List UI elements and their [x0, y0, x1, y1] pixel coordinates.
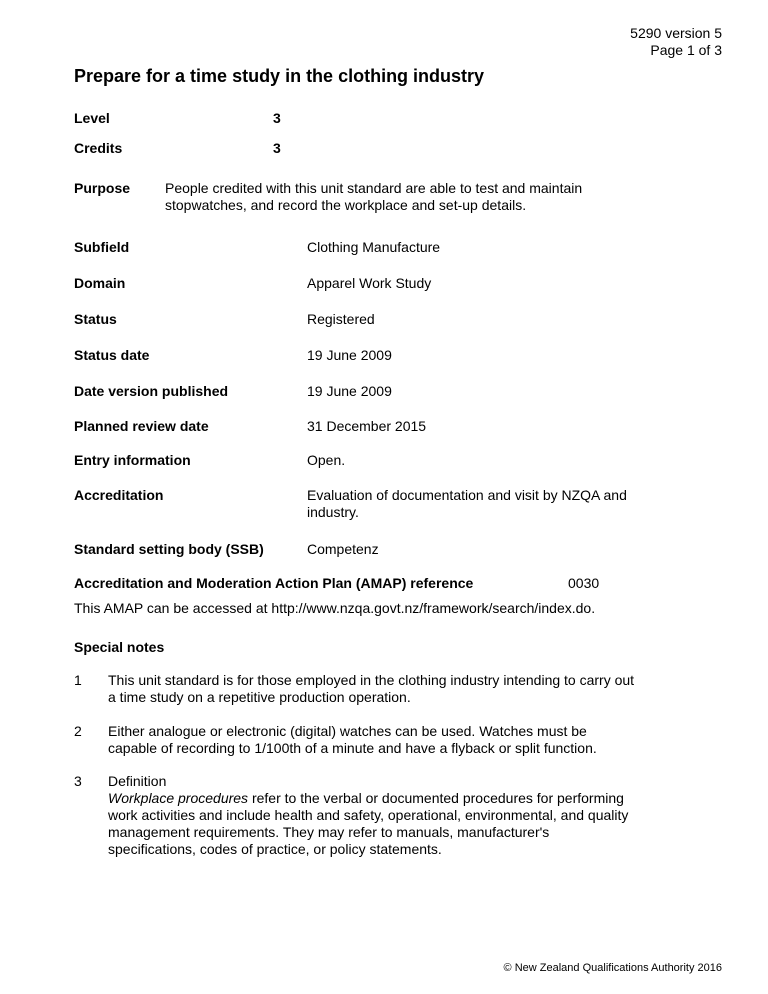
date-published-value: 19 June 2009 [307, 383, 392, 399]
definition-text: refer to the verbal or documented procedures for performing [248, 790, 624, 806]
subfield-value: Clothing Manufacture [307, 239, 441, 255]
document-title: Prepare for a time study in the clothing industry [74, 66, 485, 86]
note-line: a time study on a repetitive production operation. [108, 689, 411, 705]
status-value: Registered [307, 311, 375, 327]
note-number: 1 [74, 672, 82, 688]
amap-label: Accreditation and Moderation Action Plan (AMAP) reference [74, 575, 474, 591]
copyright-footer: © New Zealand Qualifications Authority 2016 [503, 962, 722, 974]
status-date-label: Status date [74, 347, 150, 363]
ssb-label: Standard setting body (SSB) [74, 541, 264, 557]
note-line: management requirements. They may refer to manuals, manufacturer's [108, 824, 550, 840]
credits-value: 3 [273, 140, 281, 156]
note-line: This unit standard is for those employed in the clothing industry intending to carry out [108, 672, 635, 688]
version-text: 5290 version 5 [630, 25, 722, 41]
subfield-label: Subfield [74, 239, 130, 255]
accreditation-line-1: Evaluation of documentation and visit by NZQA and [307, 487, 627, 503]
page-header [630, 25, 722, 59]
amap-access-text: This AMAP can be accessed at http://www.nzqa.govt.nz/framework/search/index.do. [74, 600, 596, 616]
note-line: Definition [108, 773, 167, 789]
status-label: Status [74, 311, 117, 327]
ssb-value: Competenz [307, 541, 379, 557]
accreditation-label: Accreditation [74, 487, 164, 503]
domain-label: Domain [74, 275, 126, 291]
purpose-line-1: People credited with this unit standard are able to test and maintain [165, 180, 583, 196]
purpose-line-2: stopwatches, and record the workplace and set-up details. [165, 197, 527, 213]
status-date-value: 19 June 2009 [307, 347, 392, 363]
note-number: 3 [74, 773, 82, 789]
purpose-label: Purpose [74, 180, 131, 196]
note-line: Either analogue or electronic (digital) watches can be used. Watches must be [108, 723, 587, 739]
note-line: specifications, codes of practice, or policy statements. [108, 841, 442, 857]
level-value: 3 [273, 110, 281, 126]
accreditation-line-2: industry. [307, 504, 359, 520]
special-notes-heading: Special notes [74, 639, 165, 655]
level-label: Level [74, 110, 110, 126]
page-number: Page 1 of 3 [650, 42, 722, 58]
entry-value: Open. [307, 452, 346, 468]
note-line: capable of recording to 1/100th of a minute and have a flyback or split function. [108, 740, 597, 756]
date-published-label: Date version published [74, 383, 229, 399]
note-line: work activities and include health and safety, operational, environmental, and quality [108, 807, 629, 823]
amap-value: 0030 [568, 575, 600, 591]
definition-term: Workplace procedures [108, 790, 249, 806]
entry-label: Entry information [74, 452, 191, 468]
note-number: 2 [74, 723, 82, 739]
review-date-value: 31 December 2015 [307, 418, 427, 434]
domain-value: Apparel Work Study [307, 275, 432, 291]
credits-label: Credits [74, 140, 123, 156]
note-line [108, 790, 698, 807]
review-date-label: Planned review date [74, 418, 209, 434]
